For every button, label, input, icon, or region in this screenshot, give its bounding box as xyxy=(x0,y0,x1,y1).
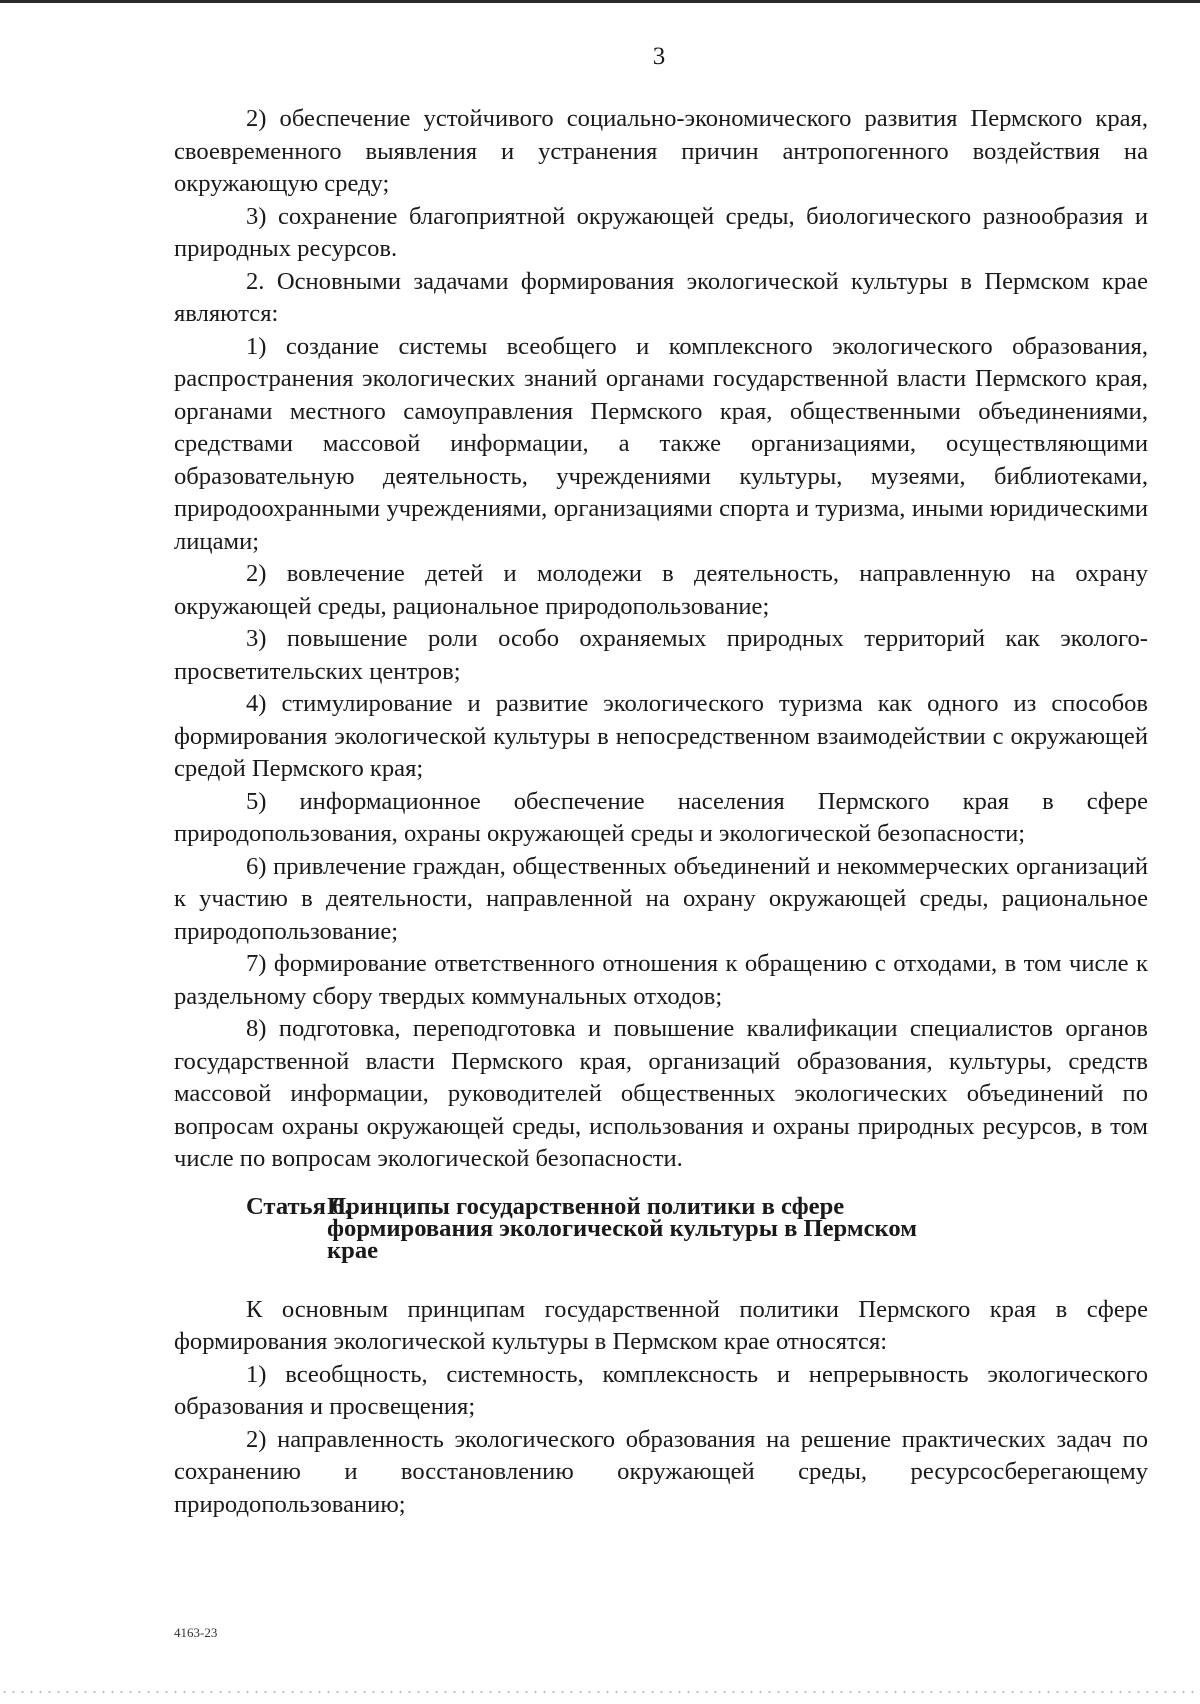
paragraph: 2) обеспечение устойчивого социально-экономического развития Пермского края, своевременного выявления и устранения причин антропогенного воздействия на окружающую среду; xyxy=(174,105,1148,197)
scan-noise-strip xyxy=(0,1690,1200,1694)
article-label: Статья 6. xyxy=(246,1192,351,1220)
paragraph: 3) сохранение благоприятной окружающей среды, биологического разнообразия и природных ресурсов. xyxy=(174,202,1148,262)
paragraph: 8) подготовка, переподготовка и повышение квалификации специалистов органов государственной власти Пермского края, организаций образования, культуры, средств массовой информации, руководителей общественных экологических объединений по вопросам охраны окружающей среды, использования и охраны природных ресурсов, в том числе по вопросам экологической безопасности. xyxy=(174,1015,1148,1172)
article-heading xyxy=(174,1192,1148,1264)
paragraph: 4) стимулирование и развитие экологического туризма как одного из способов формирования экологической культуры в непосредственном взаимодействии с окружающей средой Пермского края; xyxy=(174,690,1148,782)
paragraph: 1) всеобщность, системность, комплексность и непрерывность экологического образования и просвещения; xyxy=(174,1360,1148,1420)
document-body xyxy=(174,103,1148,1521)
paragraph: 1) создание системы всеобщего и комплексного экологического образования, распространения экологических знаний органами государственной власти Пермского края, органами местного самоуправления Пермского края, общественными объединениями, средствами массовой информации, а также организациями, осуществляющими образовательную деятельность, учреждениями культуры, музеями, библиотеками, природоохранными учреждениями, организациями спорта и туризма, иными юридическими лицами; xyxy=(174,332,1148,555)
paragraph: 7) формирование ответственного отношения к обращению с отходами, в том числе к раздельному сбору твердых коммунальных отходов; xyxy=(174,950,1148,1010)
paragraph: К основным принципам государственной политики Пермского края в сфере формирования экологической культуры в Пермском крае относятся: xyxy=(174,1295,1148,1355)
paragraph: 3) повышение роли особо охраняемых природных территорий как эколого-просветительских центров; xyxy=(174,625,1148,685)
article-title: Принципы государственной политики в сфере формирования экологической культуры в Пермском крае xyxy=(327,1192,917,1264)
paragraph: 2. Основными задачами формирования экологической культуры в Пермском крае являются: xyxy=(174,267,1148,327)
paragraph: 2) вовлечение детей и молодежи в деятельность, направленную на охрану окружающей среды, рациональное природопользование; xyxy=(174,560,1148,620)
paragraph: 6) привлечение граждан, общественных объединений и некоммерческих организаций к участию в деятельности, направленной на охрану окружающей среды, рациональное природопользование; xyxy=(174,852,1148,945)
paragraph: 2) направленность экологического образования на решение практических задач по сохранению и восстановлению окружающей среды, ресурсосберегающему природопользованию; xyxy=(174,1425,1148,1518)
paragraph: 5) информационное обеспечение населения Пермского края в сфере природопользования, охраны окружающей среды и экологической безопасности; xyxy=(174,787,1148,847)
document-code: 4163-23 xyxy=(174,1625,218,1640)
page-number: 3 xyxy=(652,43,666,70)
scan-top-edge xyxy=(0,0,1200,3)
